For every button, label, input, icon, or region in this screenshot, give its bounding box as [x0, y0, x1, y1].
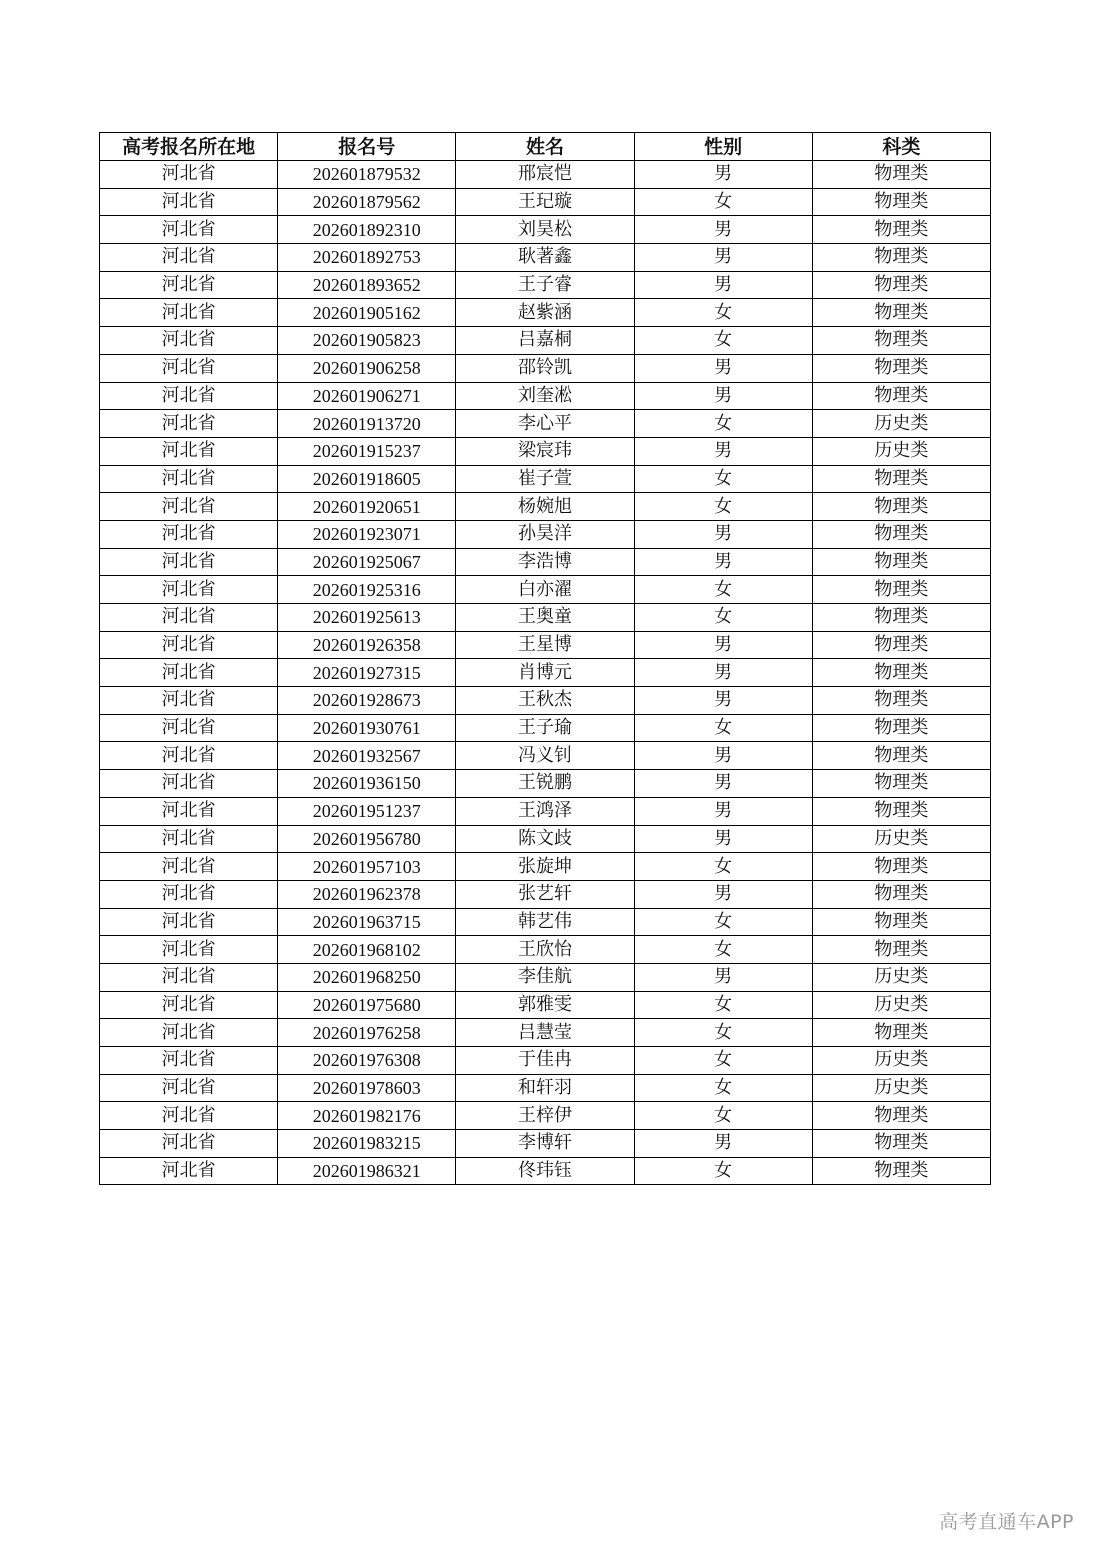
- cell-registration-number: 202601913720: [278, 410, 456, 438]
- cell-subject-category: 历史类: [812, 410, 990, 438]
- cell-name: 王秋杰: [456, 687, 634, 715]
- cell-gender: 男: [634, 797, 812, 825]
- cell-region: 河北省: [100, 576, 278, 604]
- table-row: [100, 299, 991, 327]
- cell-subject-category: 物理类: [812, 687, 990, 715]
- table-row: [100, 687, 991, 715]
- table-row: [100, 382, 991, 410]
- cell-subject-category: 物理类: [812, 382, 990, 410]
- cell-registration-number: 202601905823: [278, 327, 456, 355]
- watermark-text: 高考直通车APP: [939, 1511, 1074, 1533]
- cell-region: 河北省: [100, 853, 278, 881]
- cell-registration-number: 202601925613: [278, 604, 456, 632]
- cell-registration-number: 202601906271: [278, 382, 456, 410]
- table-row: [100, 410, 991, 438]
- cell-region: 河北省: [100, 188, 278, 216]
- cell-region: 河北省: [100, 327, 278, 355]
- cell-name: 王子睿: [456, 271, 634, 299]
- cell-name: 崔子萱: [456, 465, 634, 493]
- table-row: [100, 742, 991, 770]
- cell-subject-category: 物理类: [812, 465, 990, 493]
- cell-registration-number: 202601892310: [278, 216, 456, 244]
- cell-registration-number: 202601968102: [278, 936, 456, 964]
- cell-registration-number: 202601879562: [278, 188, 456, 216]
- cell-name: 白亦濯: [456, 576, 634, 604]
- cell-subject-category: 物理类: [812, 354, 990, 382]
- cell-name: 李博轩: [456, 1130, 634, 1158]
- cell-gender: 男: [634, 687, 812, 715]
- cell-gender: 女: [634, 299, 812, 327]
- cell-registration-number: 202601951237: [278, 797, 456, 825]
- cell-gender: 女: [634, 853, 812, 881]
- cell-name: 孙昊洋: [456, 520, 634, 548]
- table-row: [100, 520, 991, 548]
- cell-region: 河北省: [100, 244, 278, 272]
- cell-subject-category: 物理类: [812, 1019, 990, 1047]
- cell-gender: 女: [634, 1102, 812, 1130]
- table-row: [100, 797, 991, 825]
- cell-name: 杨婉旭: [456, 493, 634, 521]
- cell-subject-category: 物理类: [812, 244, 990, 272]
- cell-registration-number: 202601956780: [278, 825, 456, 853]
- table-row: [100, 880, 991, 908]
- cell-region: 河北省: [100, 797, 278, 825]
- table-row: [100, 963, 991, 991]
- cell-name: 王星博: [456, 631, 634, 659]
- cell-registration-number: 202601986321: [278, 1157, 456, 1185]
- cell-region: 河北省: [100, 631, 278, 659]
- cell-name: 和轩羽: [456, 1074, 634, 1102]
- cell-name: 王鸿泽: [456, 797, 634, 825]
- cell-gender: 女: [634, 188, 812, 216]
- cell-region: 河北省: [100, 880, 278, 908]
- table-row: [100, 631, 991, 659]
- cell-subject-category: 物理类: [812, 271, 990, 299]
- cell-region: 河北省: [100, 770, 278, 798]
- cell-name: 梁宸玮: [456, 437, 634, 465]
- cell-name: 冯义钊: [456, 742, 634, 770]
- table-row: [100, 1019, 991, 1047]
- cell-subject-category: 历史类: [812, 1074, 990, 1102]
- cell-name: 王梓伊: [456, 1102, 634, 1130]
- cell-gender: 女: [634, 465, 812, 493]
- cell-registration-number: 202601978603: [278, 1074, 456, 1102]
- cell-name: 吕慧莹: [456, 1019, 634, 1047]
- cell-registration-number: 202601968250: [278, 963, 456, 991]
- cell-gender: 男: [634, 1130, 812, 1158]
- cell-registration-number: 202601975680: [278, 991, 456, 1019]
- cell-gender: 男: [634, 880, 812, 908]
- cell-subject-category: 物理类: [812, 327, 990, 355]
- cell-gender: 女: [634, 936, 812, 964]
- cell-region: 河北省: [100, 271, 278, 299]
- cell-subject-category: 物理类: [812, 548, 990, 576]
- cell-subject-category: 物理类: [812, 520, 990, 548]
- cell-region: 河北省: [100, 687, 278, 715]
- table-body: [100, 161, 991, 1185]
- cell-name: 王子瑜: [456, 714, 634, 742]
- cell-gender: 男: [634, 216, 812, 244]
- cell-gender: 男: [634, 770, 812, 798]
- cell-registration-number: 202601925067: [278, 548, 456, 576]
- cell-name: 刘昊松: [456, 216, 634, 244]
- cell-region: 河北省: [100, 1102, 278, 1130]
- cell-region: 河北省: [100, 1157, 278, 1185]
- cell-subject-category: 物理类: [812, 742, 990, 770]
- cell-name: 吕嘉桐: [456, 327, 634, 355]
- cell-gender: 男: [634, 659, 812, 687]
- cell-name: 王欣怡: [456, 936, 634, 964]
- cell-gender: 男: [634, 963, 812, 991]
- table-row: [100, 161, 991, 189]
- cell-gender: 男: [634, 825, 812, 853]
- cell-name: 耿著鑫: [456, 244, 634, 272]
- table-row: [100, 1130, 991, 1158]
- cell-subject-category: 物理类: [812, 880, 990, 908]
- cell-region: 河北省: [100, 520, 278, 548]
- cell-gender: 女: [634, 410, 812, 438]
- cell-registration-number: 202601928673: [278, 687, 456, 715]
- table-row: [100, 188, 991, 216]
- cell-name: 邢宸恺: [456, 161, 634, 189]
- cell-gender: 男: [634, 631, 812, 659]
- header-region: 高考报名所在地: [100, 133, 278, 161]
- admission-list-table: [99, 132, 991, 1185]
- cell-region: 河北省: [100, 908, 278, 936]
- table-row: [100, 1074, 991, 1102]
- table-row: [100, 493, 991, 521]
- cell-region: 河北省: [100, 936, 278, 964]
- cell-region: 河北省: [100, 548, 278, 576]
- cell-region: 河北省: [100, 742, 278, 770]
- cell-name: 李心平: [456, 410, 634, 438]
- cell-gender: 女: [634, 1157, 812, 1185]
- table-row: [100, 271, 991, 299]
- cell-region: 河北省: [100, 216, 278, 244]
- cell-subject-category: 物理类: [812, 714, 990, 742]
- cell-registration-number: 202601936150: [278, 770, 456, 798]
- cell-region: 河北省: [100, 382, 278, 410]
- table-row: [100, 465, 991, 493]
- table-row: [100, 244, 991, 272]
- cell-gender: 女: [634, 1047, 812, 1075]
- cell-name: 邵铃凯: [456, 354, 634, 382]
- cell-name: 王奥童: [456, 604, 634, 632]
- cell-region: 河北省: [100, 437, 278, 465]
- cell-subject-category: 物理类: [812, 493, 990, 521]
- table-row: [100, 604, 991, 632]
- cell-region: 河北省: [100, 714, 278, 742]
- cell-gender: 女: [634, 908, 812, 936]
- table-row: [100, 714, 991, 742]
- cell-subject-category: 物理类: [812, 161, 990, 189]
- cell-registration-number: 202601915237: [278, 437, 456, 465]
- header-gender: 性别: [634, 133, 812, 161]
- cell-registration-number: 202601930761: [278, 714, 456, 742]
- cell-region: 河北省: [100, 659, 278, 687]
- cell-registration-number: 202601923071: [278, 520, 456, 548]
- cell-name: 肖博元: [456, 659, 634, 687]
- cell-region: 河北省: [100, 1047, 278, 1075]
- table-row: [100, 991, 991, 1019]
- table-row: [100, 1047, 991, 1075]
- cell-subject-category: 物理类: [812, 853, 990, 881]
- cell-gender: 女: [634, 1074, 812, 1102]
- cell-registration-number: 202601893652: [278, 271, 456, 299]
- cell-registration-number: 202601918605: [278, 465, 456, 493]
- cell-subject-category: 物理类: [812, 216, 990, 244]
- cell-gender: 男: [634, 354, 812, 382]
- cell-subject-category: 物理类: [812, 936, 990, 964]
- cell-gender: 女: [634, 327, 812, 355]
- cell-region: 河北省: [100, 161, 278, 189]
- cell-registration-number: 202601920651: [278, 493, 456, 521]
- cell-gender: 女: [634, 991, 812, 1019]
- cell-gender: 女: [634, 493, 812, 521]
- cell-name: 于佳冉: [456, 1047, 634, 1075]
- cell-name: 赵紫涵: [456, 299, 634, 327]
- cell-subject-category: 物理类: [812, 631, 990, 659]
- admission-list-table-container: [99, 132, 991, 1185]
- cell-gender: 女: [634, 576, 812, 604]
- cell-subject-category: 物理类: [812, 1102, 990, 1130]
- cell-registration-number: 202601976308: [278, 1047, 456, 1075]
- cell-subject-category: 历史类: [812, 991, 990, 1019]
- cell-name: 王锐鹏: [456, 770, 634, 798]
- cell-subject-category: 历史类: [812, 437, 990, 465]
- cell-gender: 男: [634, 382, 812, 410]
- cell-region: 河北省: [100, 991, 278, 1019]
- cell-name: 刘奎凇: [456, 382, 634, 410]
- cell-region: 河北省: [100, 604, 278, 632]
- table-row: [100, 908, 991, 936]
- cell-region: 河北省: [100, 825, 278, 853]
- table-header-row: [100, 133, 991, 161]
- table-row: [100, 936, 991, 964]
- header-registration-number: 报名号: [278, 133, 456, 161]
- cell-subject-category: 物理类: [812, 908, 990, 936]
- table-row: [100, 770, 991, 798]
- cell-gender: 男: [634, 437, 812, 465]
- cell-name: 张艺轩: [456, 880, 634, 908]
- cell-registration-number: 202601927315: [278, 659, 456, 687]
- cell-subject-category: 物理类: [812, 1157, 990, 1185]
- cell-registration-number: 202601926358: [278, 631, 456, 659]
- table-row: [100, 437, 991, 465]
- cell-subject-category: 物理类: [812, 659, 990, 687]
- table-row: [100, 548, 991, 576]
- cell-subject-category: 物理类: [812, 1130, 990, 1158]
- cell-region: 河北省: [100, 354, 278, 382]
- cell-registration-number: 202601983215: [278, 1130, 456, 1158]
- cell-registration-number: 202601963715: [278, 908, 456, 936]
- cell-registration-number: 202601957103: [278, 853, 456, 881]
- cell-registration-number: 202601892753: [278, 244, 456, 272]
- cell-subject-category: 物理类: [812, 797, 990, 825]
- cell-name: 李佳航: [456, 963, 634, 991]
- table-row: [100, 354, 991, 382]
- cell-subject-category: 历史类: [812, 1047, 990, 1075]
- table-row: [100, 1157, 991, 1185]
- cell-registration-number: 202601906258: [278, 354, 456, 382]
- header-subject-category: 科类: [812, 133, 990, 161]
- cell-region: 河北省: [100, 1019, 278, 1047]
- cell-gender: 男: [634, 271, 812, 299]
- cell-gender: 男: [634, 244, 812, 272]
- cell-name: 韩艺伟: [456, 908, 634, 936]
- cell-subject-category: 物理类: [812, 576, 990, 604]
- cell-registration-number: 202601925316: [278, 576, 456, 604]
- table-row: [100, 825, 991, 853]
- cell-registration-number: 202601932567: [278, 742, 456, 770]
- table-row: [100, 327, 991, 355]
- cell-subject-category: 物理类: [812, 299, 990, 327]
- cell-registration-number: 202601905162: [278, 299, 456, 327]
- cell-region: 河北省: [100, 299, 278, 327]
- table-row: [100, 1102, 991, 1130]
- cell-region: 河北省: [100, 1130, 278, 1158]
- table-row: [100, 659, 991, 687]
- cell-gender: 女: [634, 714, 812, 742]
- cell-name: 佟玮钰: [456, 1157, 634, 1185]
- cell-registration-number: 202601962378: [278, 880, 456, 908]
- cell-name: 郭雅雯: [456, 991, 634, 1019]
- cell-registration-number: 202601879532: [278, 161, 456, 189]
- cell-gender: 男: [634, 520, 812, 548]
- cell-region: 河北省: [100, 493, 278, 521]
- cell-name: 张旋坤: [456, 853, 634, 881]
- table-row: [100, 576, 991, 604]
- cell-subject-category: 历史类: [812, 825, 990, 853]
- cell-region: 河北省: [100, 1074, 278, 1102]
- header-name: 姓名: [456, 133, 634, 161]
- cell-gender: 女: [634, 604, 812, 632]
- table-row: [100, 216, 991, 244]
- cell-subject-category: 物理类: [812, 770, 990, 798]
- cell-subject-category: 物理类: [812, 604, 990, 632]
- cell-gender: 男: [634, 742, 812, 770]
- cell-registration-number: 202601976258: [278, 1019, 456, 1047]
- cell-subject-category: 物理类: [812, 188, 990, 216]
- cell-gender: 女: [634, 1019, 812, 1047]
- cell-region: 河北省: [100, 465, 278, 493]
- cell-region: 河北省: [100, 410, 278, 438]
- cell-gender: 男: [634, 161, 812, 189]
- table-header: [100, 133, 991, 161]
- cell-name: 王玘璇: [456, 188, 634, 216]
- cell-name: 陈文歧: [456, 825, 634, 853]
- cell-subject-category: 历史类: [812, 963, 990, 991]
- table-row: [100, 853, 991, 881]
- cell-name: 李浩博: [456, 548, 634, 576]
- cell-registration-number: 202601982176: [278, 1102, 456, 1130]
- cell-region: 河北省: [100, 963, 278, 991]
- cell-gender: 男: [634, 548, 812, 576]
